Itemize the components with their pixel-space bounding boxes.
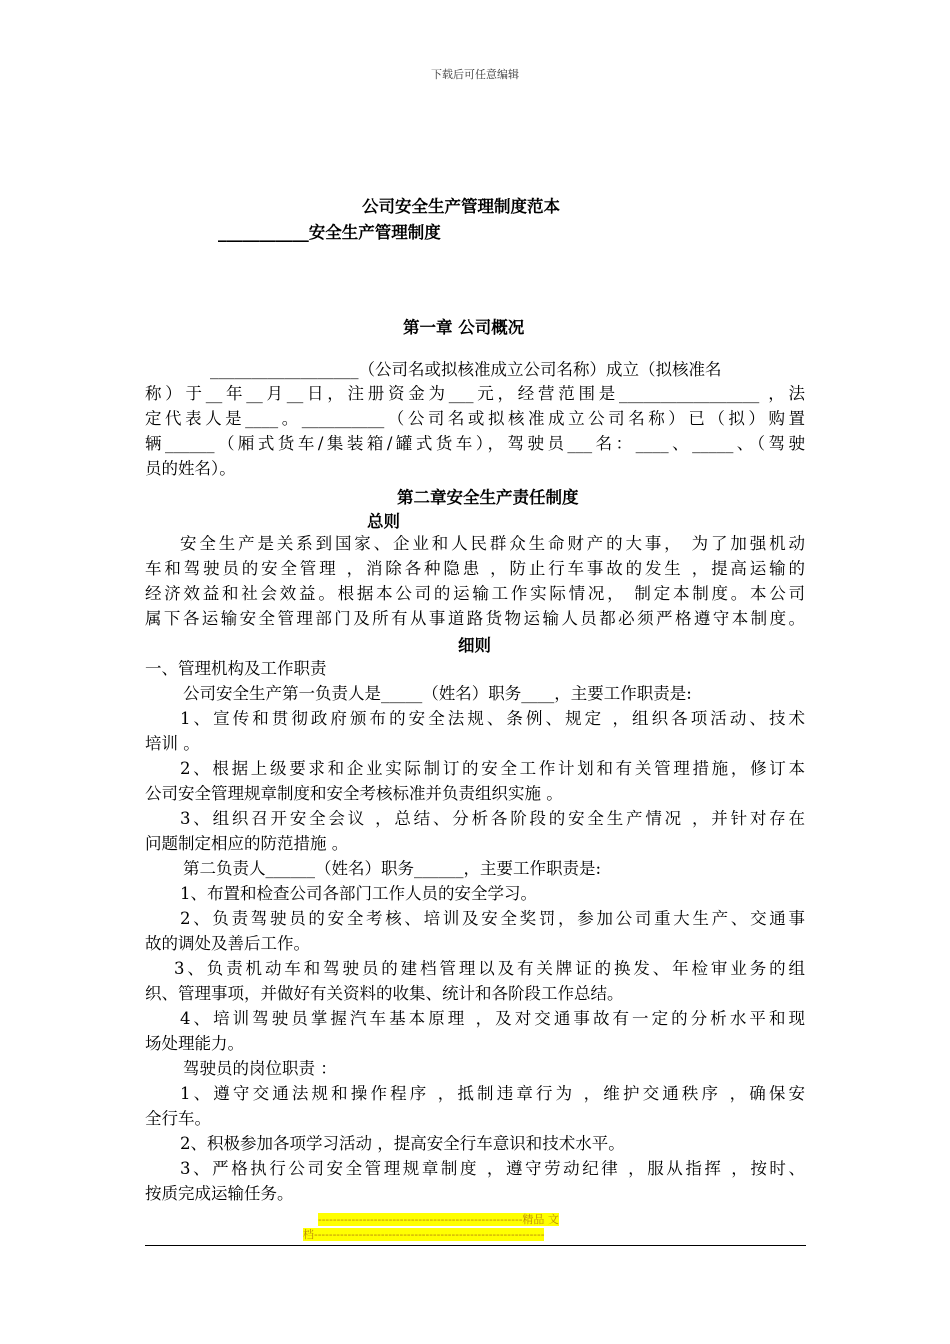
resp1-item: 3、组织召开安全会议 ，总结、分析各阶段的安全生产情况 ，并针对存在 [180, 809, 805, 828]
chapter1-title: 第一章 公司概况 [403, 318, 525, 337]
resp1-item: 1、宣传和贯彻政府颁布的安全法规、条例、规定 ，组织各项活动、技术 [180, 709, 805, 728]
ch1-line: 辆______（厢式货车/集装箱/罐式货车），驾驶员___名：____、_____、（驾驶 [145, 434, 805, 453]
general-line: 安全生产是关系到国家、企业和人民群众生命财产的大事， 为了加强机动 [180, 534, 805, 553]
resp1-item: 公司安全管理规章制度和安全考核标准并负责组织实施 。 [145, 784, 563, 803]
driver-item: 全行车。 [145, 1109, 211, 1128]
resp2-item: 故的调处及善后工作。 [145, 934, 310, 953]
ch1-line: 称）于__年__月__日，注册资金为___元，经营范围是_________________ ，法 [145, 384, 805, 403]
general-heading: 总则 [367, 512, 400, 531]
doc-title: 公司安全生产管理制度范本 [362, 197, 560, 216]
resp2-intro: 第二负责人______（姓名）职务______，主要工作职责是: [183, 859, 602, 878]
resp2-item: 2、负责驾驶员的安全考核、培训及安全奖罚，参加公司重大生产、交通事 [180, 909, 805, 928]
resp2-item: 3、负责机动车和驾驶员的建档管理以及有关牌证的换发、年检审业务的组 [174, 959, 805, 978]
resp2-item: 1、布置和检查公司各部门工作人员的安全学习。 [180, 884, 537, 903]
resp1-intro: 公司安全生产第一负责人是_____（姓名）职务____，主要工作职责是: [183, 684, 692, 703]
ch1-line: 定代表人是____。__________（公司名或拟核准成立公司名称）已（拟）购置 [145, 409, 805, 428]
footer-line-1: -------------------------------------------------------精品 文 [318, 1213, 559, 1226]
driver-item: 按质完成运输任务。 [145, 1184, 294, 1203]
resp1-item: 问题制定相应的防范措施 。 [145, 834, 349, 853]
general-line: 属下各运输安全管理部门及所有从事道路货物运输人员都必须严格遵守本制度。 [145, 609, 805, 628]
resp2-item: 织、管理事项，并做好有关资料的收集、统计和各阶段工作总结。 [145, 984, 624, 1003]
driver-intro: 驾驶员的岗位职责 ： [183, 1059, 337, 1078]
doc-subtitle: ___________安全生产管理制度 [218, 223, 441, 242]
resp1-item: 培训 。 [145, 734, 200, 753]
footer-line-2: 档-------------------------------------------------------------- [303, 1228, 545, 1241]
ch1-line: 员的姓名）。 [145, 459, 236, 478]
general-line: 经济效益和社会效益。根据本公司的运输工作实际情况， 制定本制度。本公司 [145, 584, 805, 603]
detail-heading: 细则 [458, 636, 491, 655]
ch1-line: __________________（公司名或拟核准成立公司名称）成立（拟核准名 [210, 360, 722, 379]
header-note: 下载后可任意编辑 [431, 68, 519, 81]
driver-item: 3、严格执行公司安全管理规章制度 ，遵守劳动纪律 ，服从指挥 ，按时、 [180, 1159, 805, 1178]
section-heading: 一、管理机构及工作职责 [145, 659, 327, 678]
chapter2-title: 第二章安全生产责任制度 [397, 488, 579, 507]
driver-item: 2、积极参加各项学习活动 ，提高安全行车意识和技术水平。 [180, 1134, 625, 1153]
resp2-item: 4、培训驾驶员掌握汽车基本原理 ，及对交通事故有一定的分析水平和现 [180, 1009, 805, 1028]
footer-rule [145, 1245, 806, 1246]
general-line: 车和驾驶员的安全管理 ，消除各种隐患 ，防止行车事故的发生 ，提高运输的 [145, 559, 805, 578]
resp2-item: 场处理能力。 [145, 1034, 244, 1053]
driver-item: 1、遵守交通法规和操作程序 ，抵制违章行为 ，维护交通秩序 ，确保安 [180, 1084, 805, 1103]
resp1-item: 2、根据上级要求和企业实际制订的安全工作计划和有关管理措施，修订本 [180, 759, 805, 778]
